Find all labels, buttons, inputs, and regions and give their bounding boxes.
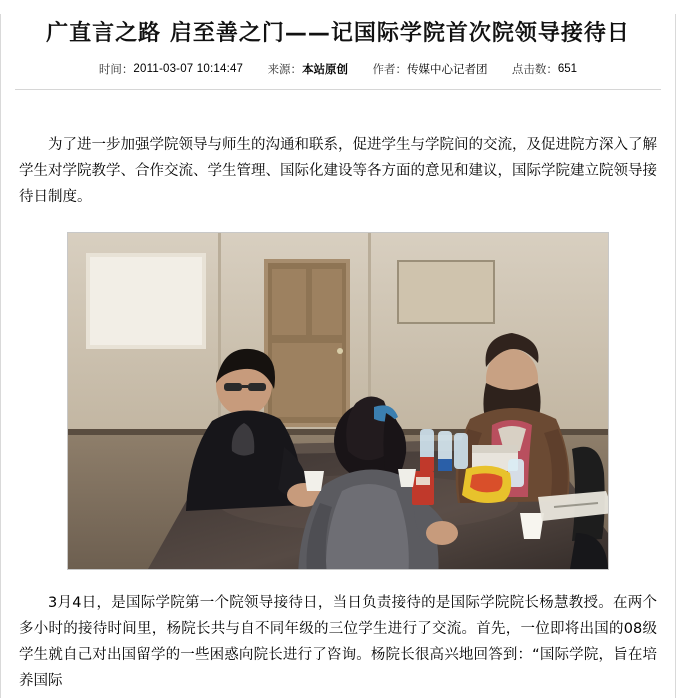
- meta-time-value: 2011-03-07 10:14:47: [133, 62, 244, 75]
- meta-source-label: 来源：: [267, 63, 303, 76]
- meeting-photo-image: [68, 233, 608, 569]
- meta-source-value: 本站原创: [302, 63, 349, 76]
- header-divider: [15, 89, 661, 90]
- meta-author-label: 作者：: [372, 63, 407, 76]
- article-paragraph-2: 3月4日，是国际学院第一个院领导接待日，当日负责接待的是国际学院院长杨慧教授。在两个多小时的接待时间里，杨院长共与自不同年级的三位学生进行了交流。首先，一位即将出国的08级学生就自己对出国留学的一些困惑向院长进行了咨询。杨院长很高兴地回答到：“国际学院，旨在培养国际: [19, 594, 657, 689]
- meta-time-label: 时间：: [98, 63, 134, 76]
- meta-author-value: 传媒中心记者团: [406, 63, 488, 76]
- article-meta: [1, 59, 675, 85]
- article-paragraph-1: 为了进一步加强学院领导与师生的沟通和联系，促进学生与学院间的交流，及促进院方深入了解学生对学院教学、合作交流、学生管理、国际化建设等各方面的意见和建议，国际学院建立院领导接待日制度。: [19, 136, 657, 205]
- article-body: [1, 132, 675, 694]
- page-title: 广直言之路 启至善之门——记国际学院首次院领导接待日: [46, 21, 630, 46]
- article-page: [0, 14, 676, 698]
- meta-hits-value: 651: [557, 62, 578, 75]
- meeting-photo: [67, 232, 609, 570]
- article-figure: [19, 232, 657, 570]
- meta-hits-label: 点击数：: [511, 63, 558, 76]
